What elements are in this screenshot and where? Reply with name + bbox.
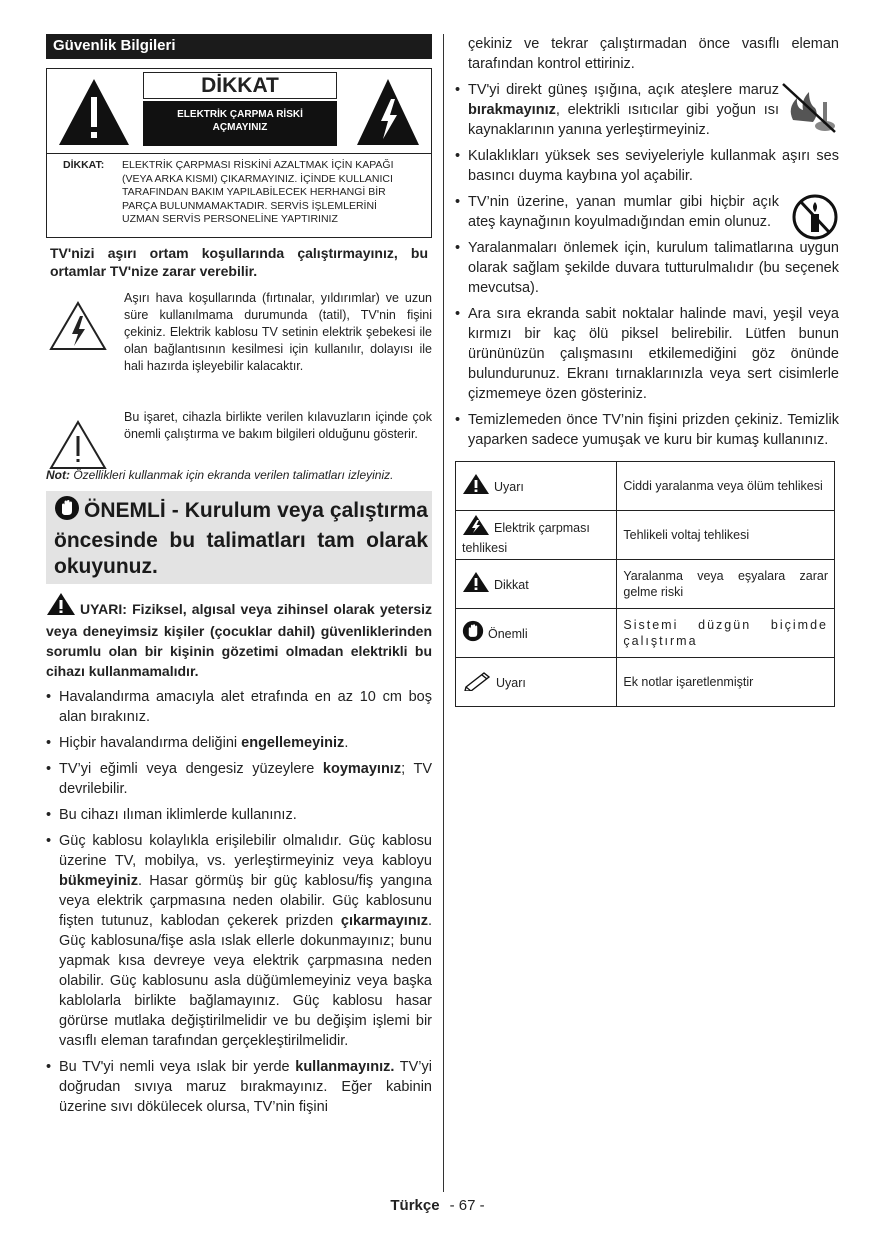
- right-column: [455, 34, 839, 707]
- caution-label-box: [46, 68, 432, 238]
- page-footer: [0, 1197, 875, 1214]
- table-row: [456, 609, 835, 658]
- list-item: • Hiçbir havalandırma deliğini engellemeyiniz.: [46, 733, 432, 753]
- table-row: [456, 511, 835, 560]
- exclamation-outline-triangle-icon: [48, 419, 108, 476]
- warning-paragraph: [46, 592, 432, 681]
- lightning-triangle-icon: [355, 77, 421, 152]
- dikkat-notice-label: DİKKAT:: [63, 159, 105, 171]
- important-box: [46, 491, 432, 584]
- legend-description: Ciddi yaralanma veya ölüm tehlikesi: [617, 462, 835, 511]
- table-row: [456, 658, 835, 707]
- warning-paragraph-text: UYARI: Fiziksel, algısal veya zihinsel olarak yetersiz veya deneyimsiz kişiler (çocuklar dahil) güvenliklerinden sorumlu olan bir kişinin gözetimi olmadan elektrikli bu cihazı kullanmamalıdır.: [46, 601, 432, 679]
- dikkat-notice-text: ELEKTRİK ÇARPMASI RİSKİNİ AZALTMAK İÇİN KAPAĞI (VEYA ARKA KISMI) ÇIKARMAYINIZ. İÇİNDE KULLANICI TARAFINDAN BAKIM YAPILABİLECEK HERHANGİ BİR PARÇA BULUNMAMAKTADIR. SERVİS İŞLEMLERİNİ UZMAN SERVİS PERSONELİNE YAPTIRINIZ: [122, 159, 394, 225]
- list-item: • Kulaklıkları yüksek ses seviyeleriyle kullanmak aşırı ses basıncı duyma kaybına yol açabilir.: [455, 146, 839, 186]
- pencil-note-icon: [462, 669, 492, 695]
- lightning-note: [46, 290, 432, 375]
- table-row: [456, 560, 835, 609]
- list-item: • Temizlemeden önce TV’nin fişini prizden çekiniz. Temizlik yaparken sadece yumuşak ve kuru bir kumaş kullanınız.: [455, 410, 839, 450]
- legend-description: Sistemi düzgün biçimde çalıştırma: [617, 609, 835, 658]
- list-item: • Bu cihazı ılıman iklimlerde kullanınız.: [46, 805, 432, 825]
- exclamation-note: [46, 409, 432, 443]
- dikkat-notice: [47, 153, 431, 227]
- list-item: • Havalandırma amacıyla alet etrafında en az 10 cm boş alan bırakınız.: [46, 687, 432, 727]
- table-row: [456, 462, 835, 511]
- warning-triangle-icon: [46, 592, 76, 621]
- exclamation-note-text: Bu işaret, cihazla birlikte verilen kılavuzların içinde çok önemli çalıştırma ve bakım bilgileri olduğunu gösterir.: [124, 410, 432, 441]
- warning-triangle-icon: [462, 473, 490, 499]
- dikkat-title: DİKKAT: [143, 72, 337, 99]
- list-item: • Ara sıra ekranda sabit noktalar halinde mavi, yeşil veya kırmızı bir kaç ölü piksel belirebilir. Lütfen bunun ürününüzün çalışmasını etkilemediğini göz önünde bulundurunuz. Ekranı tırnaklarınızla veya sert cisimlerle çizmemeye özen gösteriniz.: [455, 304, 839, 404]
- legend-label: Önemli: [488, 627, 528, 641]
- footer-language: Türkçe: [390, 1197, 440, 1214]
- extreme-conditions-warning: TV'nizi aşırı ortam koşullarında çalıştırmayınız, bu ortamlar TV'nize zarar verebilir.: [50, 245, 428, 279]
- left-bullet-list: [46, 687, 432, 1117]
- list-item-sunlight: • TV'yi direkt güneş ışığına, açık ateşlere maruz bırakmayınız, elektrikli ısıtıcılar gibi yoğun ısı kaynaklarının yanına yerleştirmeyiniz.: [455, 80, 839, 140]
- page-number: - 67 -: [449, 1197, 485, 1214]
- continuation-text: çekiniz ve tekrar çalıştırmadan önce vasıflı eleman tarafından kontrol ettiriniz.: [468, 36, 839, 72]
- list-item-power-cord: • Güç kablosu kolaylıkla erişilebilir olmalıdır. Güç kablosu üzerine TV, mobilya, vs. yerleştirmeyiniz veya kabloyu bükmeyiniz. Hasar görmüş bir güç kablosu/fiş yangına veya elektrik çarpmasına neden olabilir. Güç kablosunu fişten tutunuz, kablodan çekerek prizden çıkarmayınız. Güç kablosuna/fişe asla ıslak ellerle dokunmayınız; bunu yapmak kısa devreye veya elektrik çarpmasına neden olabilir. Güç kablosunu asla düğümlemeyiniz veya başka kablolarla birlikte bağlamayınız. Güç kablosu hasar görürse mutlaka değiştirilmelidir ve bu değişim işlemi bir vasıflı eleman tarafından gerçekleştirilmelidir.: [46, 831, 432, 1051]
- legend-label: Elektrik çarpması tehlikesi: [462, 521, 590, 555]
- legend-label: Uyarı: [496, 676, 526, 690]
- exclamation-triangle-icon: [57, 77, 131, 152]
- dikkat-subtitle: ELEKTRİK ÇARPMA RİSKİ AÇMAYINIZ: [143, 101, 337, 146]
- list-item: • Yaralanmaları önlemek için, kurulum talimatlarına uygun olarak sağlam şekilde duvara tutturulmalıdır (bu seçenek mevcutsa).: [455, 238, 839, 298]
- caution-triangle-icon: [462, 571, 490, 597]
- legend-label: Uyarı: [494, 480, 524, 494]
- note-text: Özellikleri kullanmak için ekranda verilen talimatları izleyiniz.: [73, 468, 394, 482]
- legend-description: Ek notlar işaretlenmiştir: [617, 658, 835, 707]
- note-label: Not:: [46, 468, 70, 482]
- hand-stop-icon: [462, 620, 484, 646]
- column-divider: [443, 34, 444, 1192]
- legend-description: Yaralanma veya eşyalara zarar gelme riski: [617, 560, 835, 609]
- right-bullet-list: [455, 80, 839, 450]
- no-fire-heat-icon: [779, 80, 839, 142]
- section-title: Güvenlik Bilgileri: [46, 34, 432, 59]
- list-item-candles: • TV’nin üzerine, yanan mumlar gibi hiçbir açık ateş kaynağının koyulmadığından emin olunuz.: [455, 192, 839, 232]
- lightning-outline-triangle-icon: [48, 300, 108, 357]
- list-item: • TV’yi eğimli veya dengesiz yüzeylere koymayınız; TV devrilebilir.: [46, 759, 432, 799]
- left-column: [46, 34, 432, 1117]
- symbol-legend-table: [455, 461, 835, 707]
- lightning-note-text: Aşırı hava koşullarında (fırtınalar, yıldırımlar) ve uzun süre kullanılmama durumunda (tatil), TV'nin fişini çekiniz. Elektrik kablosu TV setinin elektrik şebekesi ile olan bağlantısının kesilmesi için kullanılır, dolayısı ile hali hazırda işleyebilir kalacaktır.: [124, 291, 432, 373]
- legend-label: Dikkat: [494, 578, 529, 592]
- electric-shock-icon: [462, 514, 490, 540]
- list-item-wet-place: • Bu TV'yi nemli veya ıslak bir yerde kullanmayınız. TV’yi doğrudan sıvıya maruz bırakmayınız. Eğer kabinin üzerine sıvı dökülecek olursa, TV’nin fişini: [46, 1057, 432, 1117]
- legend-description: Tehlikeli voltaj tehlikesi: [617, 511, 835, 560]
- important-box-text: ÖNEMLİ - Kurulum veya çalıştırma öncesinde bu talimatları tam olarak okuyunuz.: [54, 499, 428, 578]
- hand-stop-icon: [54, 495, 80, 528]
- dikkat-panel: [143, 72, 337, 151]
